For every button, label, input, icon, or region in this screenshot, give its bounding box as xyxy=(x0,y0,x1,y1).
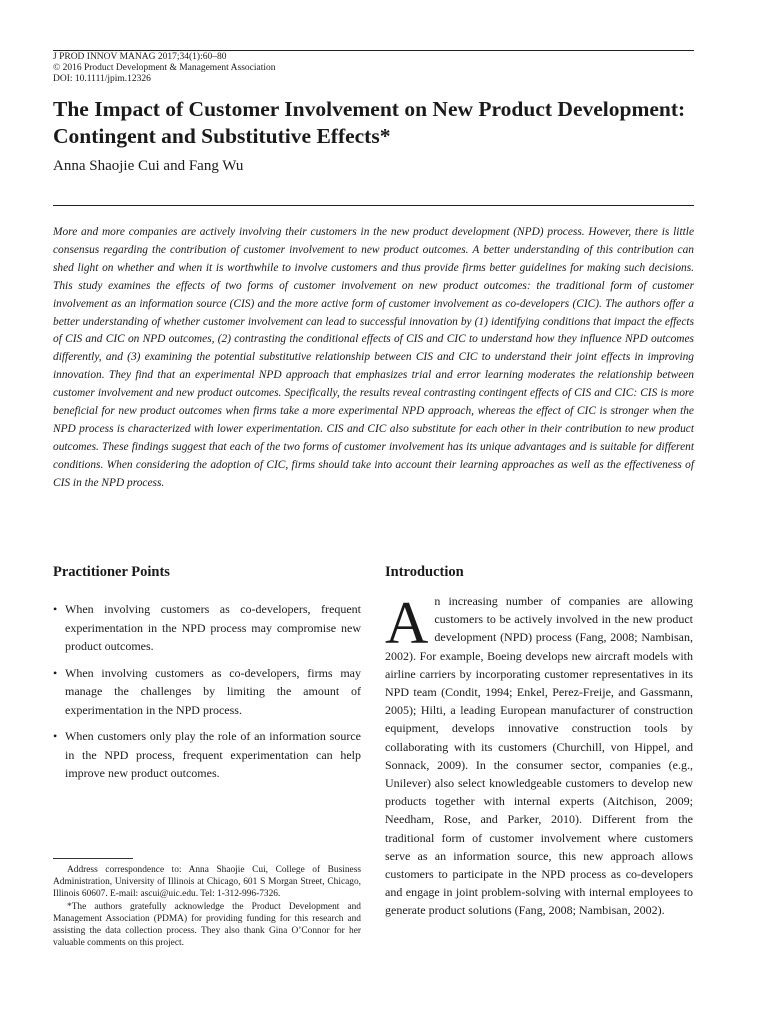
practitioner-point-text: When customers only play the role of an information source in the NPD process, frequent experimentation can help improve new product outcomes. xyxy=(65,729,361,780)
practitioner-points-list xyxy=(53,600,361,791)
doi-line: DOI: 10.1111/jpim.12326 xyxy=(53,74,151,84)
copyright-line: © 2016 Product Development & Management Association xyxy=(53,63,276,73)
abstract: More and more companies are actively involving their customers in the new product development (NPD) process. However, there is little consensus regarding the contribution of customer involvement to new product outcomes. A better understanding of this contribution can shed light on whether and when it is worthwhile to involve customers and thus provide firms better guidelines for making such decisions. This study examines the effects of two forms of customer involvement on new product outcomes: the traditional form of customer involvement as an information source (CIS) and the more active form of customer involvement as co-developers (CIC). The authors offer a better understanding of whether customer involvement can lead to successful innovation by (1) identifying conditions that impact the effects of CIS and CIC on NPD outcomes, (2) contrasting the conditional effects of CIS and CIC to understand how they influence NPD outcomes differently, and (3) examining the potential substitutive relationship between CIS and CIC to understand their joint effects in improving innovation. They find that an experimental NPD approach that emphasizes trial and error learning moderates the relationship between customer involvement and new product outcomes. Specifically, the results reveal contrasting contingent effects of CIS and CIC: CIS is more beneficial for new product outcomes when firms take a more experimental NPD approach, whereas the effect of CIC is stronger when the NPD process is characterized with lower experimentation. CIS and CIC also substitute for each other in their contribution to new product outcomes. These findings suggest that each of the two forms of customer involvement has its unique advantages and is suitable for different conditions. When considering the adoption of CIC, firms should take into account their learning approaches as well as the effectiveness of CIS in the NPD process. xyxy=(53,226,694,489)
footnote-rule xyxy=(53,858,133,859)
introduction-text xyxy=(385,592,693,920)
correspondence-footnote: Address correspondence to: Anna Shaojie Cui, College of Business Administration, University of Illinois at Chicago, 601 S Morgan Street, Chicago, Illinois 60607. E-mail: ascui@uic.edu. Tel: 1-312-996-7326. xyxy=(53,865,361,900)
journal-citation: J PROD INNOV MANAG 2017;34(1):60–80 xyxy=(53,52,227,62)
introduction-heading: Introduction xyxy=(385,564,464,580)
list-item xyxy=(53,600,361,656)
journal-header xyxy=(53,52,276,85)
header-top-rule xyxy=(53,50,694,51)
practitioner-points-heading: Practitioner Points xyxy=(53,564,170,580)
introduction-body: n increasing number of companies are allowing customers to be actively involved in the new product development (NPD) process (Fang, 2008; Nambisan, 2002). For example, Boeing develops new aircraft models with airline carriers by incorporating customer representatives in its NPD team (Condit, 1994; Enkel, Perez-Freije, and Gassmann, 2005); Hilti, a leading European manufacturer of construction equipment, develops innovative construction tools by collaborating with its customers (Churchill, von Hippel, and Sonnack, 2009). In the consumer sector, companies (e.g., Unilever) also select knowledgeable customers to develop new products together with internal experts (Aitchison, 2009; Needham, Rose, and Parker, 2010). Different from the traditional form of customer involvement where customers serve as an information source, this new approach allows customers to participate in the NPD process as co-developers and engage in joint problem-solving with internal employees to generate product solutions (Fang, 2008; Nambisan, 2002). xyxy=(385,594,693,918)
article-authors: Anna Shaojie Cui and Fang Wu xyxy=(53,158,244,174)
list-item xyxy=(53,664,361,720)
drop-cap: A xyxy=(385,590,429,656)
bullet: • xyxy=(53,729,58,743)
practitioner-point-text: When involving customers as co-developers, firms may manage the challenges by limiting the amount of experimentation in the NPD process. xyxy=(65,665,361,717)
footnotes xyxy=(53,864,361,949)
bullet: • xyxy=(53,665,58,680)
practitioner-point-text: When involving customers as co-developers, frequent experimentation in the NPD process may compromise new product outcomes. xyxy=(65,602,361,653)
list-item xyxy=(53,727,361,783)
article-title: The Impact of Customer Involvement on New Product Development: Contingent and Substitutive Effects* xyxy=(53,97,686,148)
acknowledgment-footnote: *The authors gratefully acknowledge the Product Development and Management Association (PDMA) for providing funding for this research and assisting the data collection process. They also thank Gina O’Connor for her valuable comments on this project. xyxy=(53,901,361,949)
abstract-divider xyxy=(53,205,694,206)
bullet: • xyxy=(53,602,58,616)
